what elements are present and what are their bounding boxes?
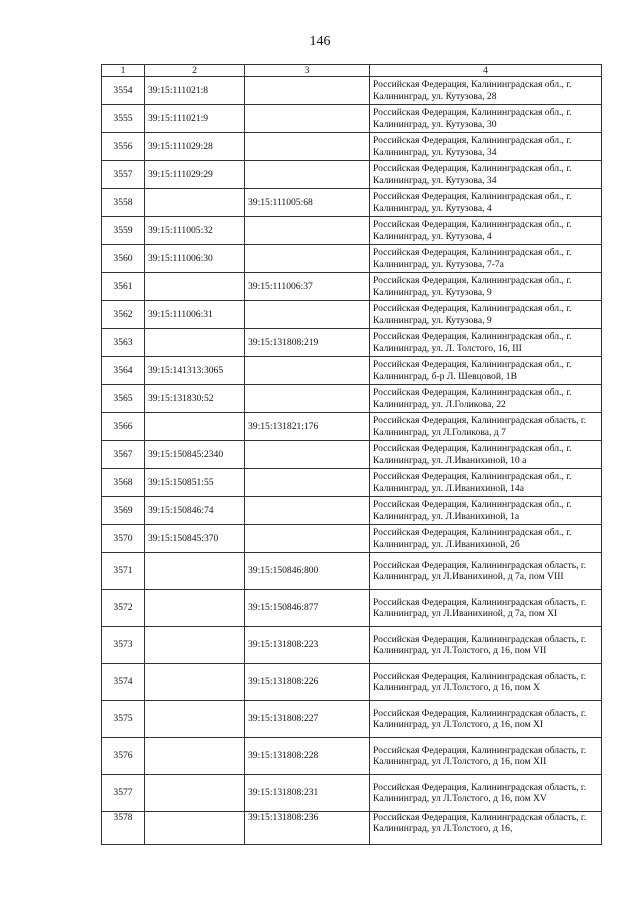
row-number: 3573 bbox=[102, 627, 145, 664]
building-cadastral-number bbox=[245, 161, 370, 189]
table-row bbox=[102, 664, 602, 701]
address-cell: Российская Федерация, Калининградская область, г. Калининград, ул Л.Иванихиной, д 7а, пом VIII bbox=[370, 553, 602, 590]
table-row bbox=[102, 105, 602, 133]
table-row bbox=[102, 775, 602, 812]
land-cadastral-number: 39:15:111021:8 bbox=[145, 77, 245, 105]
table-row bbox=[102, 217, 602, 245]
land-cadastral-number bbox=[145, 775, 245, 812]
building-cadastral-number bbox=[245, 105, 370, 133]
column-header-1: 1 bbox=[102, 65, 145, 77]
row-number: 3561 bbox=[102, 273, 145, 301]
land-cadastral-number bbox=[145, 812, 245, 845]
address-cell: Российская Федерация, Калининградская обл., г. Калининград, ул. Л.Иванихиной, 2б bbox=[370, 525, 602, 553]
row-number: 3569 bbox=[102, 497, 145, 525]
table-row bbox=[102, 413, 602, 441]
building-cadastral-number: 39:15:111006:37 bbox=[245, 273, 370, 301]
row-number: 3578 bbox=[102, 812, 145, 845]
building-cadastral-number bbox=[245, 77, 370, 105]
land-cadastral-number bbox=[145, 590, 245, 627]
land-cadastral-number: 39:15:150845:2340 bbox=[145, 441, 245, 469]
table-row bbox=[102, 738, 602, 775]
building-cadastral-number: 39:15:131821:176 bbox=[245, 413, 370, 441]
building-cadastral-number bbox=[245, 245, 370, 273]
building-cadastral-number bbox=[245, 525, 370, 553]
land-cadastral-number bbox=[145, 701, 245, 738]
table-row bbox=[102, 77, 602, 105]
address-cell: Российская Федерация, Калининградская обл., г. Калининград, ул. Л.Иванихиной, 1а bbox=[370, 497, 602, 525]
address-cell: Российская Федерация, Калининградская область, г. Калининград, ул Л.Толстого, д 16, пом XI bbox=[370, 701, 602, 738]
row-number: 3571 bbox=[102, 553, 145, 590]
row-number: 3559 bbox=[102, 217, 145, 245]
address-cell: Российская Федерация, Калининградская обл., г. Калининград, ул. Кутузова, 30 bbox=[370, 105, 602, 133]
building-cadastral-number: 39:15:131808:236 bbox=[245, 812, 370, 845]
land-cadastral-number bbox=[145, 627, 245, 664]
address-cell: Российская Федерация, Калининградская область, г. Калининград, ул Л.Толстого, д 16, пом VII bbox=[370, 627, 602, 664]
land-cadastral-number: 39:15:150851:55 bbox=[145, 469, 245, 497]
row-number: 3575 bbox=[102, 701, 145, 738]
address-cell: Российская Федерация, Калининградская обл., г. Калининград, ул. Кутузова, 28 bbox=[370, 77, 602, 105]
table-row bbox=[102, 245, 602, 273]
table-row bbox=[102, 497, 602, 525]
row-number: 3574 bbox=[102, 664, 145, 701]
building-cadastral-number: 39:15:131808:227 bbox=[245, 701, 370, 738]
building-cadastral-number: 39:15:131808:226 bbox=[245, 664, 370, 701]
address-cell: Российская Федерация, Калининградская обл., г. Калининград, ул. Л.Иванихиной, 14а bbox=[370, 469, 602, 497]
table-row bbox=[102, 627, 602, 664]
column-header-2: 2 bbox=[145, 65, 245, 77]
address-cell: Российская Федерация, Калининградская обл., г. Калининград, ул. Л. Толстого, 16, III bbox=[370, 329, 602, 357]
address-cell: Российская Федерация, Калининградская обл., г. Калининград, ул. Кутузова, 4 bbox=[370, 217, 602, 245]
table-row bbox=[102, 590, 602, 627]
building-cadastral-number: 39:15:131808:219 bbox=[245, 329, 370, 357]
building-cadastral-number: 39:15:150846:800 bbox=[245, 553, 370, 590]
address-cell: Российская Федерация, Калининградская обл., г. Калининград, ул. Кутузова, 7-7а bbox=[370, 245, 602, 273]
row-number: 3565 bbox=[102, 385, 145, 413]
row-number: 3566 bbox=[102, 413, 145, 441]
row-number: 3554 bbox=[102, 77, 145, 105]
land-cadastral-number: 39:15:111006:30 bbox=[145, 245, 245, 273]
land-cadastral-number: 39:15:141313:3065 bbox=[145, 357, 245, 385]
address-cell: Российская Федерация, Калининградская обл., г. Калининград, ул. Кутузова, 4 bbox=[370, 189, 602, 217]
row-number: 3568 bbox=[102, 469, 145, 497]
row-number: 3558 bbox=[102, 189, 145, 217]
row-number: 3560 bbox=[102, 245, 145, 273]
table-row bbox=[102, 357, 602, 385]
table-row bbox=[102, 189, 602, 217]
land-cadastral-number bbox=[145, 664, 245, 701]
table-row bbox=[102, 385, 602, 413]
land-cadastral-number: 39:15:111021:9 bbox=[145, 105, 245, 133]
table-row bbox=[102, 812, 602, 845]
building-cadastral-number: 39:15:131808:231 bbox=[245, 775, 370, 812]
row-number: 3563 bbox=[102, 329, 145, 357]
header-row bbox=[102, 65, 602, 77]
address-cell: Российская Федерация, Калининградская область, г. Калининград, ул Л.Иванихиной, д 7а, пом XI bbox=[370, 590, 602, 627]
address-cell: Российская Федерация, Калининградская область, г. Калининград, ул Л.Толстого, д 16, пом X bbox=[370, 664, 602, 701]
address-cell: Российская Федерация, Калининградская обл., г. Калининград, ул. Л.Иванихиной, 10 а bbox=[370, 441, 602, 469]
address-cell: Российская Федерация, Калининградская обл., г. Калининград, ул. Кутузова, 9 bbox=[370, 301, 602, 329]
table-row bbox=[102, 161, 602, 189]
row-number: 3557 bbox=[102, 161, 145, 189]
address-cell: Российская Федерация, Калининградская область, г. Калининград, ул Л.Толстого, д 16, bbox=[370, 812, 602, 845]
table-row bbox=[102, 273, 602, 301]
building-cadastral-number: 39:15:131808:223 bbox=[245, 627, 370, 664]
table-row bbox=[102, 553, 602, 590]
address-cell: Российская Федерация, Калининградская область, г. Калининград, ул Л.Толстого, д 16, пом XV bbox=[370, 775, 602, 812]
building-cadastral-number bbox=[245, 133, 370, 161]
table-row bbox=[102, 133, 602, 161]
land-cadastral-number bbox=[145, 553, 245, 590]
address-cell: Российская Федерация, Калининградская обл., г. Калининград, ул. Л.Голикова, 22 bbox=[370, 385, 602, 413]
row-number: 3556 bbox=[102, 133, 145, 161]
table-row bbox=[102, 701, 602, 738]
building-cadastral-number bbox=[245, 385, 370, 413]
building-cadastral-number: 39:15:131808:228 bbox=[245, 738, 370, 775]
table-row bbox=[102, 329, 602, 357]
building-cadastral-number: 39:15:150846:877 bbox=[245, 590, 370, 627]
land-cadastral-number: 39:15:111029:28 bbox=[145, 133, 245, 161]
land-cadastral-number bbox=[145, 329, 245, 357]
land-cadastral-number: 39:15:111005:32 bbox=[145, 217, 245, 245]
land-cadastral-number: 39:15:150845:370 bbox=[145, 525, 245, 553]
land-cadastral-number: 39:15:131830:52 bbox=[145, 385, 245, 413]
land-cadastral-number bbox=[145, 738, 245, 775]
registry-table bbox=[101, 64, 602, 845]
row-number: 3564 bbox=[102, 357, 145, 385]
column-header-4: 4 bbox=[370, 65, 602, 77]
table-body bbox=[102, 77, 602, 845]
building-cadastral-number bbox=[245, 469, 370, 497]
row-number: 3570 bbox=[102, 525, 145, 553]
address-cell: Российская Федерация, Калининградская обл., г. Калининград, ул. Кутузова, 34 bbox=[370, 161, 602, 189]
land-cadastral-number bbox=[145, 189, 245, 217]
address-cell: Российская Федерация, Калининградская обл., г. Калининград, ул. Кутузова, 34 bbox=[370, 133, 602, 161]
building-cadastral-number bbox=[245, 357, 370, 385]
building-cadastral-number: 39:15:111005:68 bbox=[245, 189, 370, 217]
building-cadastral-number bbox=[245, 497, 370, 525]
land-cadastral-number bbox=[145, 413, 245, 441]
address-cell: Российская Федерация, Калининградская область, г. Калининград, ул Л.Голикова, д 7 bbox=[370, 413, 602, 441]
table-row bbox=[102, 525, 602, 553]
table-row bbox=[102, 301, 602, 329]
land-cadastral-number bbox=[145, 273, 245, 301]
page-number: 146 bbox=[309, 34, 331, 49]
table-row bbox=[102, 441, 602, 469]
land-cadastral-number: 39:15:111029:29 bbox=[145, 161, 245, 189]
row-number: 3562 bbox=[102, 301, 145, 329]
row-number: 3555 bbox=[102, 105, 145, 133]
building-cadastral-number bbox=[245, 217, 370, 245]
row-number: 3572 bbox=[102, 590, 145, 627]
land-cadastral-number: 39:15:150846:74 bbox=[145, 497, 245, 525]
address-cell: Российская Федерация, Калининградская обл., г. Калининград, ул. Кутузова, 9 bbox=[370, 273, 602, 301]
column-header-3: 3 bbox=[245, 65, 370, 77]
address-cell: Российская Федерация, Калининградская область, г. Калининград, ул Л.Толстого, д 16, пом XII bbox=[370, 738, 602, 775]
row-number: 3567 bbox=[102, 441, 145, 469]
table-row bbox=[102, 469, 602, 497]
land-cadastral-number: 39:15:111006:31 bbox=[145, 301, 245, 329]
row-number: 3577 bbox=[102, 775, 145, 812]
building-cadastral-number bbox=[245, 301, 370, 329]
row-number: 3576 bbox=[102, 738, 145, 775]
building-cadastral-number bbox=[245, 441, 370, 469]
address-cell: Российская Федерация, Калининградская обл., г. Калининград, б-р Л. Шевцовой, 1В bbox=[370, 357, 602, 385]
